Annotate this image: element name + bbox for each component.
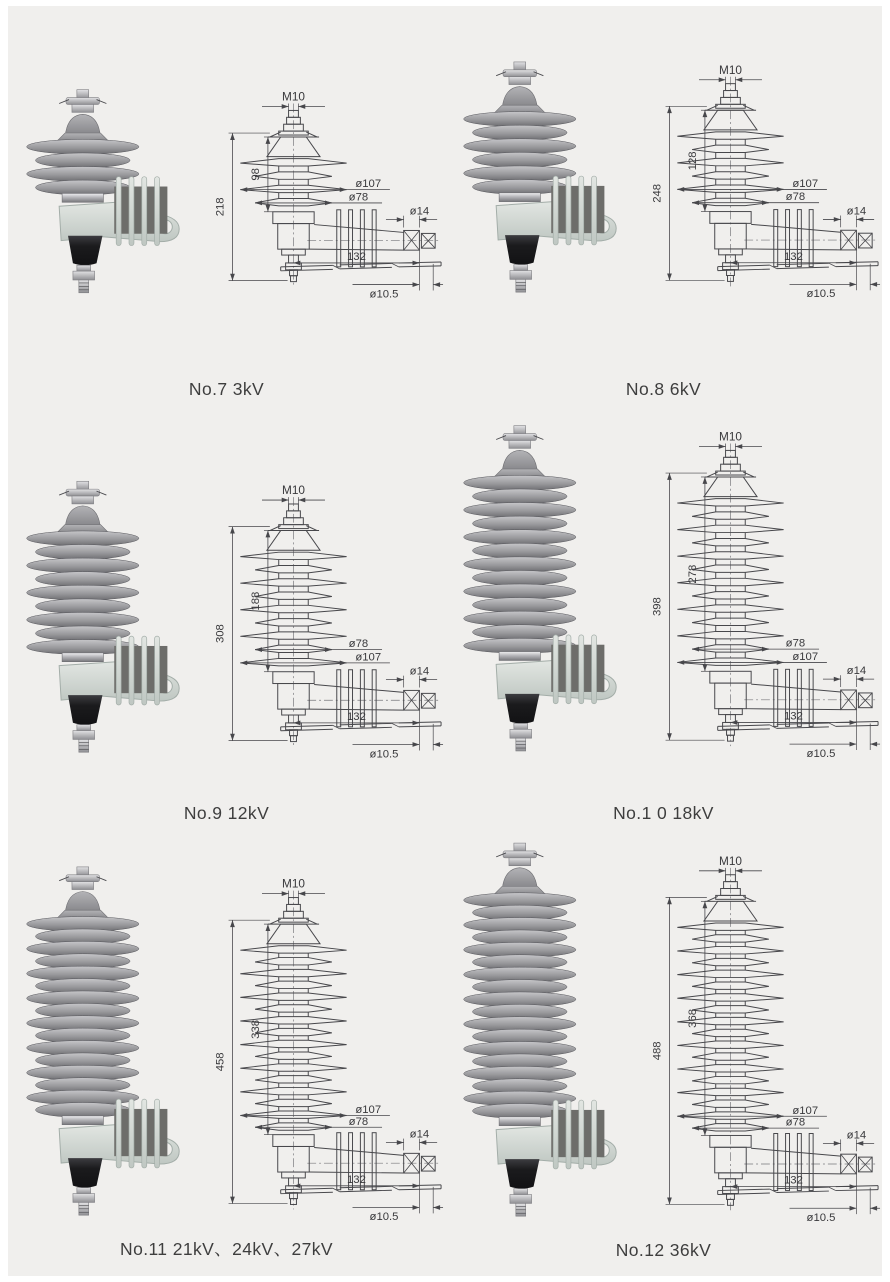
svg-text:ø10.5: ø10.5 [369, 288, 399, 301]
svg-text:132: 132 [347, 1173, 366, 1186]
product-art [445, 840, 882, 1235]
svg-text:ø10.5: ø10.5 [369, 1211, 399, 1224]
svg-text:ø14: ø14 [846, 205, 867, 218]
svg-text:ø107: ø107 [792, 650, 819, 663]
svg-text:ø78: ø78 [785, 191, 806, 204]
svg-text:398: 398 [651, 596, 664, 616]
product-panel-no10 [445, 416, 882, 840]
svg-text:ø78: ø78 [785, 637, 806, 650]
dimension-drawing [638, 851, 882, 1233]
svg-text:132: 132 [784, 1174, 803, 1187]
svg-text:132: 132 [347, 710, 366, 723]
svg-text:458: 458 [214, 1052, 227, 1072]
dimension-drawing [201, 88, 445, 308]
svg-text:ø14: ø14 [409, 205, 430, 218]
product-photo-arrester [445, 60, 628, 300]
svg-text:338: 338 [250, 1019, 263, 1039]
svg-text:ø10.5: ø10.5 [806, 1212, 836, 1225]
svg-text:ø107: ø107 [355, 1104, 382, 1117]
svg-text:ø78: ø78 [348, 191, 369, 204]
svg-text:368: 368 [687, 1009, 700, 1029]
svg-text:ø10.5: ø10.5 [806, 288, 836, 301]
product-caption: No.9 12kV [183, 803, 270, 823]
product-art [445, 416, 882, 798]
svg-text:ø10.5: ø10.5 [369, 747, 399, 760]
svg-text:M10: M10 [282, 89, 305, 104]
catalog-page [8, 6, 882, 1276]
product-caption: No.7 3kV [188, 379, 265, 399]
product-art [445, 6, 882, 374]
svg-text:ø14: ø14 [846, 664, 867, 677]
dimension-drawing [638, 427, 882, 769]
svg-text:ø10.5: ø10.5 [806, 747, 836, 760]
svg-text:132: 132 [347, 250, 366, 263]
product-art [8, 6, 445, 374]
product-photo-arrester [8, 864, 191, 1224]
svg-text:188: 188 [250, 591, 263, 611]
svg-text:278: 278 [687, 564, 700, 584]
svg-text:M10: M10 [719, 429, 742, 444]
svg-text:ø107: ø107 [792, 177, 819, 190]
product-panel-no7 [8, 6, 445, 416]
product-photo-arrester [8, 88, 191, 300]
product-photo-arrester [8, 479, 191, 760]
svg-text:248: 248 [651, 183, 664, 203]
svg-text:ø14: ø14 [409, 1128, 430, 1141]
svg-text:M10: M10 [282, 482, 305, 497]
dimension-drawing [638, 61, 882, 308]
product-caption: No.8 6kV [625, 379, 702, 399]
svg-text:M10: M10 [719, 854, 742, 869]
svg-text:M10: M10 [282, 876, 305, 891]
svg-text:M10: M10 [719, 62, 742, 77]
product-panel-no8 [445, 6, 882, 416]
product-panel-no9 [8, 416, 445, 840]
svg-text:ø14: ø14 [409, 665, 430, 678]
svg-text:132: 132 [784, 710, 803, 723]
product-photo-arrester [445, 840, 628, 1225]
svg-text:132: 132 [784, 250, 803, 263]
svg-text:ø107: ø107 [792, 1105, 819, 1118]
product-art [8, 840, 445, 1234]
svg-text:ø14: ø14 [846, 1129, 867, 1142]
svg-text:218: 218 [214, 197, 227, 217]
svg-text:128: 128 [687, 151, 700, 171]
svg-text:ø78: ø78 [348, 637, 369, 650]
dimension-drawing [201, 481, 445, 769]
product-art [8, 416, 445, 798]
svg-text:ø78: ø78 [785, 1116, 806, 1129]
svg-text:ø78: ø78 [348, 1115, 369, 1128]
product-caption: No.1 0 18kV [613, 803, 714, 823]
svg-text:98: 98 [250, 168, 263, 181]
svg-text:ø107: ø107 [355, 178, 382, 191]
dimension-drawing [201, 874, 445, 1232]
svg-text:ø107: ø107 [355, 650, 382, 663]
product-panel-no11 [8, 840, 445, 1276]
svg-text:488: 488 [651, 1041, 664, 1061]
svg-text:308: 308 [214, 623, 227, 643]
product-panel-no12 [445, 840, 882, 1276]
product-caption: No.11 21kV、24kV、27kV [120, 1239, 333, 1259]
product-caption: No.12 36kV [615, 1240, 712, 1261]
product-photo-arrester [445, 423, 628, 760]
